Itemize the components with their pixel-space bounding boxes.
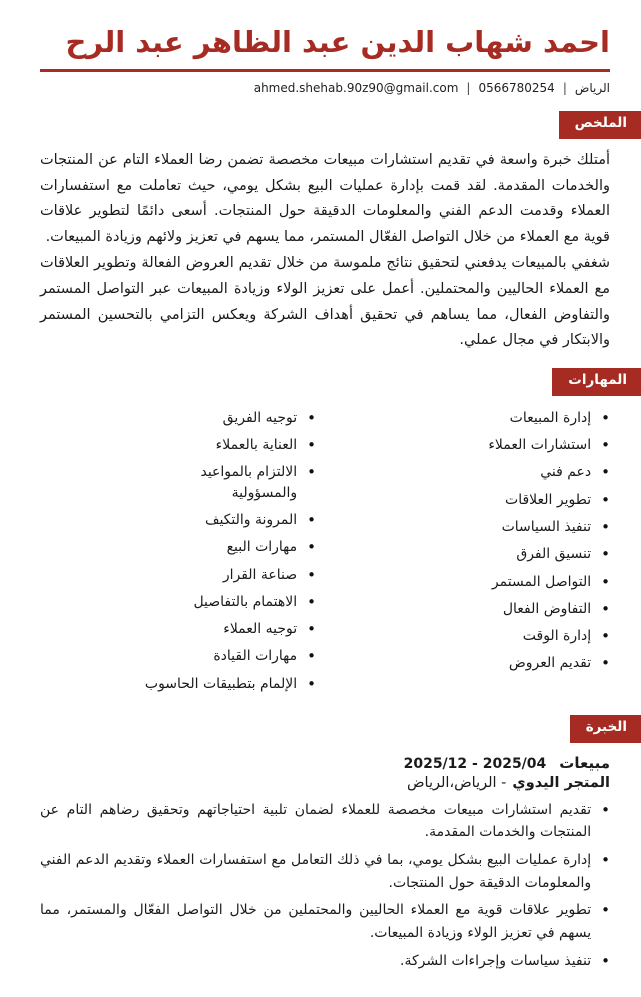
bullet-icon: •	[307, 436, 316, 455]
skill-item	[40, 674, 316, 694]
responsibility-text: تقديم استشارات مبيعات مخصصة للعملاء لضمان تلبية احتياجاتهم وتحقيق رضاهم التام عن المنتجات والخدمات المقدمة.	[40, 801, 592, 841]
summary-paragraph: أمتلك خبرة واسعة في تقديم استشارات مبيعات مخصصة تضمن رضا العملاء التام عن المنتجات والخدمات المقدمة. لقد قمت بإدارة عمليات البيع بشكل يومي، حيث تعاملت مع استفسارات العملاء وقدمت الدعم الفني والمعلومات الدقيقة حول المنتجات. أسعى دائمًا لتطوير علاقات قوية مع العملاء من خلال التواصل الفعّال المستمر، مما يسهم في تعزيز ولائهم وزيادة المبيعات.	[40, 151, 610, 246]
skill-item	[334, 462, 610, 482]
skill-item	[40, 462, 316, 503]
bullet-icon: •	[601, 408, 610, 427]
responsibility-item	[40, 950, 610, 973]
skill-item	[40, 592, 316, 612]
contact-email: ahmed.shehab.90z90@gmail.com	[253, 81, 459, 96]
skill-label: المرونة والتكيف	[204, 511, 298, 528]
bullet-icon: •	[307, 647, 316, 666]
contact-separator: |	[466, 81, 471, 96]
skill-item	[334, 599, 610, 619]
skill-item	[334, 408, 610, 428]
skill-label: دعم فني	[540, 464, 592, 481]
bullet-icon: •	[601, 850, 610, 869]
skills-column-left	[40, 408, 316, 701]
responsibility-text: تطوير علاقات قوية مع العملاء الحاليين والمحتملين من خلال التواصل الفعّال والمستمر، مما يسهم في تعزيز الولاء وزيادة المبيعات.	[40, 902, 592, 941]
skill-label: تطوير العلاقات	[505, 491, 592, 508]
bullet-icon: •	[307, 510, 316, 529]
responsibility-item	[40, 799, 610, 844]
bullet-icon: •	[601, 901, 610, 920]
bullet-icon: •	[601, 627, 610, 646]
skill-item	[40, 435, 316, 455]
job-title: مبيعات	[559, 753, 610, 772]
skill-label: تنفيذ السياسات	[501, 518, 592, 535]
bullet-icon: •	[601, 545, 610, 564]
responsibility-item	[40, 849, 610, 894]
skill-item	[334, 544, 610, 564]
bullet-icon: •	[307, 408, 316, 427]
bullet-icon: •	[307, 620, 316, 639]
candidate-name: احمد شهاب الدين عبد الظاهر عبد الرح	[40, 24, 610, 72]
skills-section	[40, 368, 627, 701]
skill-label: توجيه الفريق	[222, 409, 298, 426]
bullet-icon: •	[307, 674, 316, 693]
skill-item	[334, 626, 610, 646]
bullet-icon: •	[601, 654, 610, 673]
skill-label: الالتزام بالمواعيد والمسؤولية	[200, 464, 298, 501]
resume-header	[40, 24, 610, 95]
summary-section-title: الملخص	[559, 111, 641, 139]
bullet-icon: •	[601, 599, 610, 618]
summary-paragraphs	[40, 148, 610, 354]
bullet-icon: •	[307, 592, 316, 611]
skill-item	[334, 572, 610, 592]
skill-item	[40, 565, 316, 585]
job-header	[40, 754, 610, 772]
summary-paragraph: شغفي بالمبيعات يدفعني لتحقيق نتائج ملموسة من خلال تقديم العروض الفعالة وتطوير العلاقات مع العملاء الحاليين والمحتملين. أعمل على تعزيز الولاء وزيادة المبيعات عبر التواصل المستمر والتفاوض الفعال، مما يساهم في تحقيق أهداف الشركة ويعكس التزامي بالتحسين المستمر والابتكار في مجال عملي.	[40, 254, 610, 349]
skill-label: التواصل المستمر	[491, 573, 592, 590]
skills-grid	[40, 408, 610, 701]
bullet-icon: •	[601, 572, 610, 591]
company-line	[40, 775, 610, 791]
skill-label: الإلمام بتطبيقات الحاسوب	[144, 675, 298, 692]
skill-item	[40, 510, 316, 530]
summary-section	[40, 111, 627, 354]
experience-section	[40, 715, 627, 972]
job-date-range: 2025/04 - 2025/12	[403, 755, 547, 772]
company-name: المتجر اليدوي	[512, 774, 610, 791]
bullet-icon: •	[601, 951, 610, 970]
skill-label: إدارة الوقت	[522, 628, 592, 645]
responsibility-item	[40, 899, 610, 944]
bullet-icon: •	[601, 490, 610, 509]
skill-label: مهارات البيع	[226, 539, 298, 556]
bullet-icon: •	[307, 463, 316, 482]
skills-column-right	[334, 408, 610, 701]
skills-section-title: المهارات	[552, 368, 641, 396]
bullet-icon: •	[601, 436, 610, 455]
skill-label: تنسيق الفرق	[516, 546, 592, 563]
skill-label: استشارات العملاء	[488, 437, 592, 454]
skill-label: توجيه العملاء	[223, 621, 298, 638]
skill-item	[334, 435, 610, 455]
bullet-icon: •	[601, 517, 610, 536]
responsibility-text: تنفيذ سياسات وإجراءات الشركة.	[400, 952, 592, 969]
responsibility-text: إدارة عمليات البيع بشكل يومي، بما في ذلك التعامل مع استفسارات العملاء وتقديم الدعم الفني والمعلومات الدقيقة حول المنتجات.	[40, 851, 592, 891]
skill-item	[334, 653, 610, 673]
skill-label: مهارات القيادة	[213, 648, 298, 665]
skill-label: العناية بالعملاء	[215, 437, 298, 454]
skill-item	[334, 517, 610, 537]
skill-label: التفاوض الفعال	[502, 600, 592, 617]
bullet-icon: •	[601, 463, 610, 482]
skill-label: صناعة القرار	[222, 566, 298, 583]
skill-item	[334, 490, 610, 510]
bullet-icon: •	[307, 565, 316, 584]
skill-item	[40, 646, 316, 666]
skill-item	[40, 537, 316, 557]
contact-city: الرياض	[574, 81, 610, 96]
skill-item	[40, 408, 316, 428]
skill-item	[40, 619, 316, 639]
contact-separator: |	[562, 81, 567, 96]
bullet-icon: •	[307, 538, 316, 557]
experience-section-title: الخبرة	[570, 715, 641, 743]
contact-line	[40, 81, 610, 95]
bullet-icon: •	[601, 800, 610, 819]
skill-label: تقديم العروض	[508, 655, 592, 672]
skill-label: إدارة المبيعات	[509, 409, 592, 426]
job-bullets	[40, 799, 610, 973]
contact-phone: 0566780254	[478, 81, 555, 96]
job-location: - الرياض،الرياض	[407, 774, 507, 791]
skill-label: الاهتمام بالتفاصيل	[193, 593, 298, 610]
